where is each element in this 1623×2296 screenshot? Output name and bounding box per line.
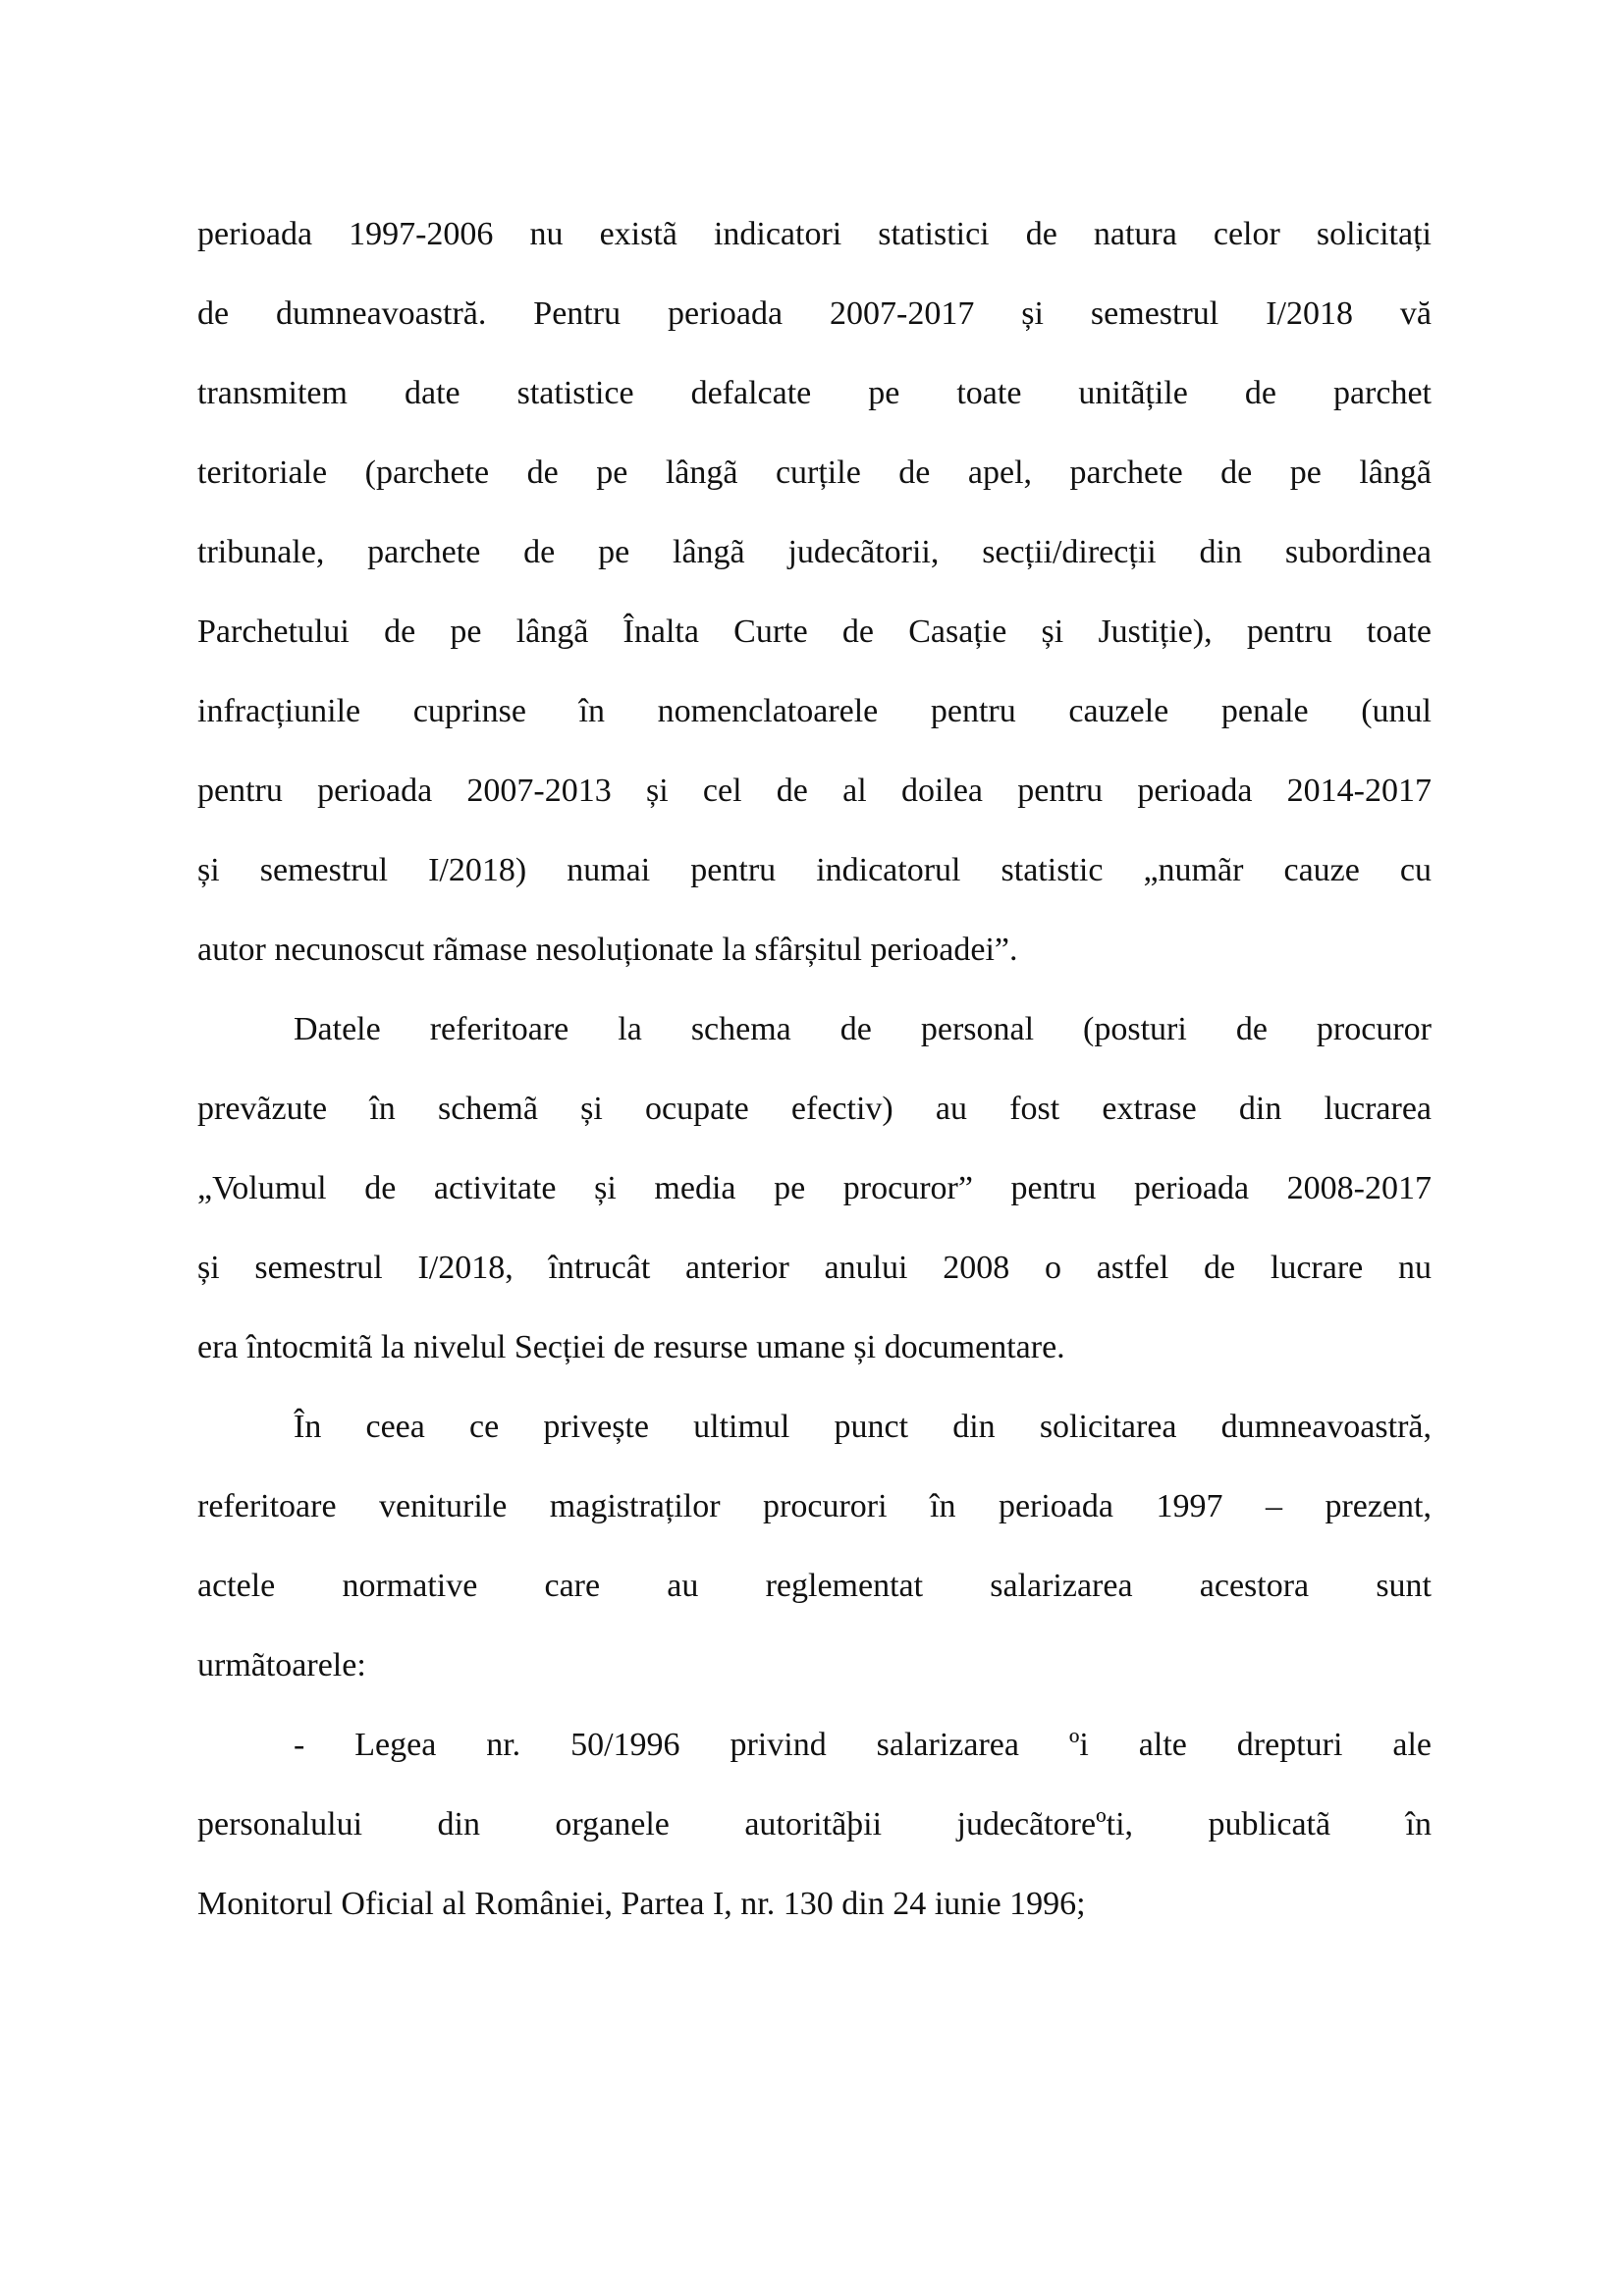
- text-line: de dumneavoastră. Pentru perioada 2007-2017 și semestrul I/2018 vă: [197, 295, 1432, 332]
- text-line: - Legea nr. 50/1996 privind salarizarea ºi alte drepturi ale: [294, 1727, 1432, 1763]
- text-line: autor necunoscut rãmase nesoluționate la sfârșitul perioadei”.: [197, 932, 1018, 968]
- text-line: infracțiunile cuprinse în nomenclatoarele pentru cauzele penale (unul: [197, 693, 1432, 729]
- text-line: și semestrul I/2018, întrucât anterior anului 2008 o astfel de lucrare nu: [197, 1250, 1432, 1286]
- text-line: Parchetului de pe lângã Înalta Curte de Casație și Justiție), pentru toate: [197, 614, 1432, 650]
- text-line: pentru perioada 2007-2013 și cel de al doilea pentru perioada 2014-2017: [197, 773, 1432, 809]
- text-line: era întocmitã la nivelul Secției de resurse umane și documentare.: [197, 1329, 1065, 1365]
- paragraph-salaries: [197, 1387, 1432, 1705]
- text-line: tribunale, parchete de pe lângã judecãtorii, secții/direcții din subordinea: [197, 534, 1432, 570]
- document-page: [197, 194, 1432, 1944]
- text-line: actele normative care au reglementat salarizarea acestora sunt: [197, 1568, 1432, 1604]
- text-line: perioada 1997-2006 nu existã indicatori statistici de natura celor solicitați: [197, 216, 1432, 252]
- text-line: și semestrul I/2018) numai pentru indicatorul statistic „numãr cauze cu: [197, 852, 1432, 888]
- list-item-law-50-1996: [197, 1705, 1432, 1944]
- text-line: teritoriale (parchete de pe lângã curțile de apel, parchete de pe lângã: [197, 454, 1432, 491]
- text-line: urmãtoarele:: [197, 1647, 366, 1683]
- text-line: „Volumul de activitate și media pe procuror” pentru perioada 2008-2017: [197, 1170, 1432, 1206]
- text-line: personalului din organele autoritãþii judecãtoreºti, publicatã în: [197, 1806, 1432, 1842]
- text-line: referitoare veniturile magistraților procurori în perioada 1997 – prezent,: [197, 1488, 1432, 1524]
- text-line: În ceea ce privește ultimul punct din solicitarea dumneavoastră,: [294, 1409, 1432, 1445]
- paragraph-personnel-schema: [197, 989, 1432, 1387]
- text-line: transmitem date statistice defalcate pe toate unitãțile de parchet: [197, 375, 1432, 411]
- text-line: Datele referitoare la schema de personal (posturi de procuror: [294, 1011, 1432, 1047]
- paragraph-statistics: [197, 194, 1432, 989]
- text-line: prevãzute în schemã și ocupate efectiv) au fost extrase din lucrarea: [197, 1091, 1432, 1127]
- text-line: Monitorul Oficial al României, Partea I, nr. 130 din 24 iunie 1996;: [197, 1886, 1086, 1922]
